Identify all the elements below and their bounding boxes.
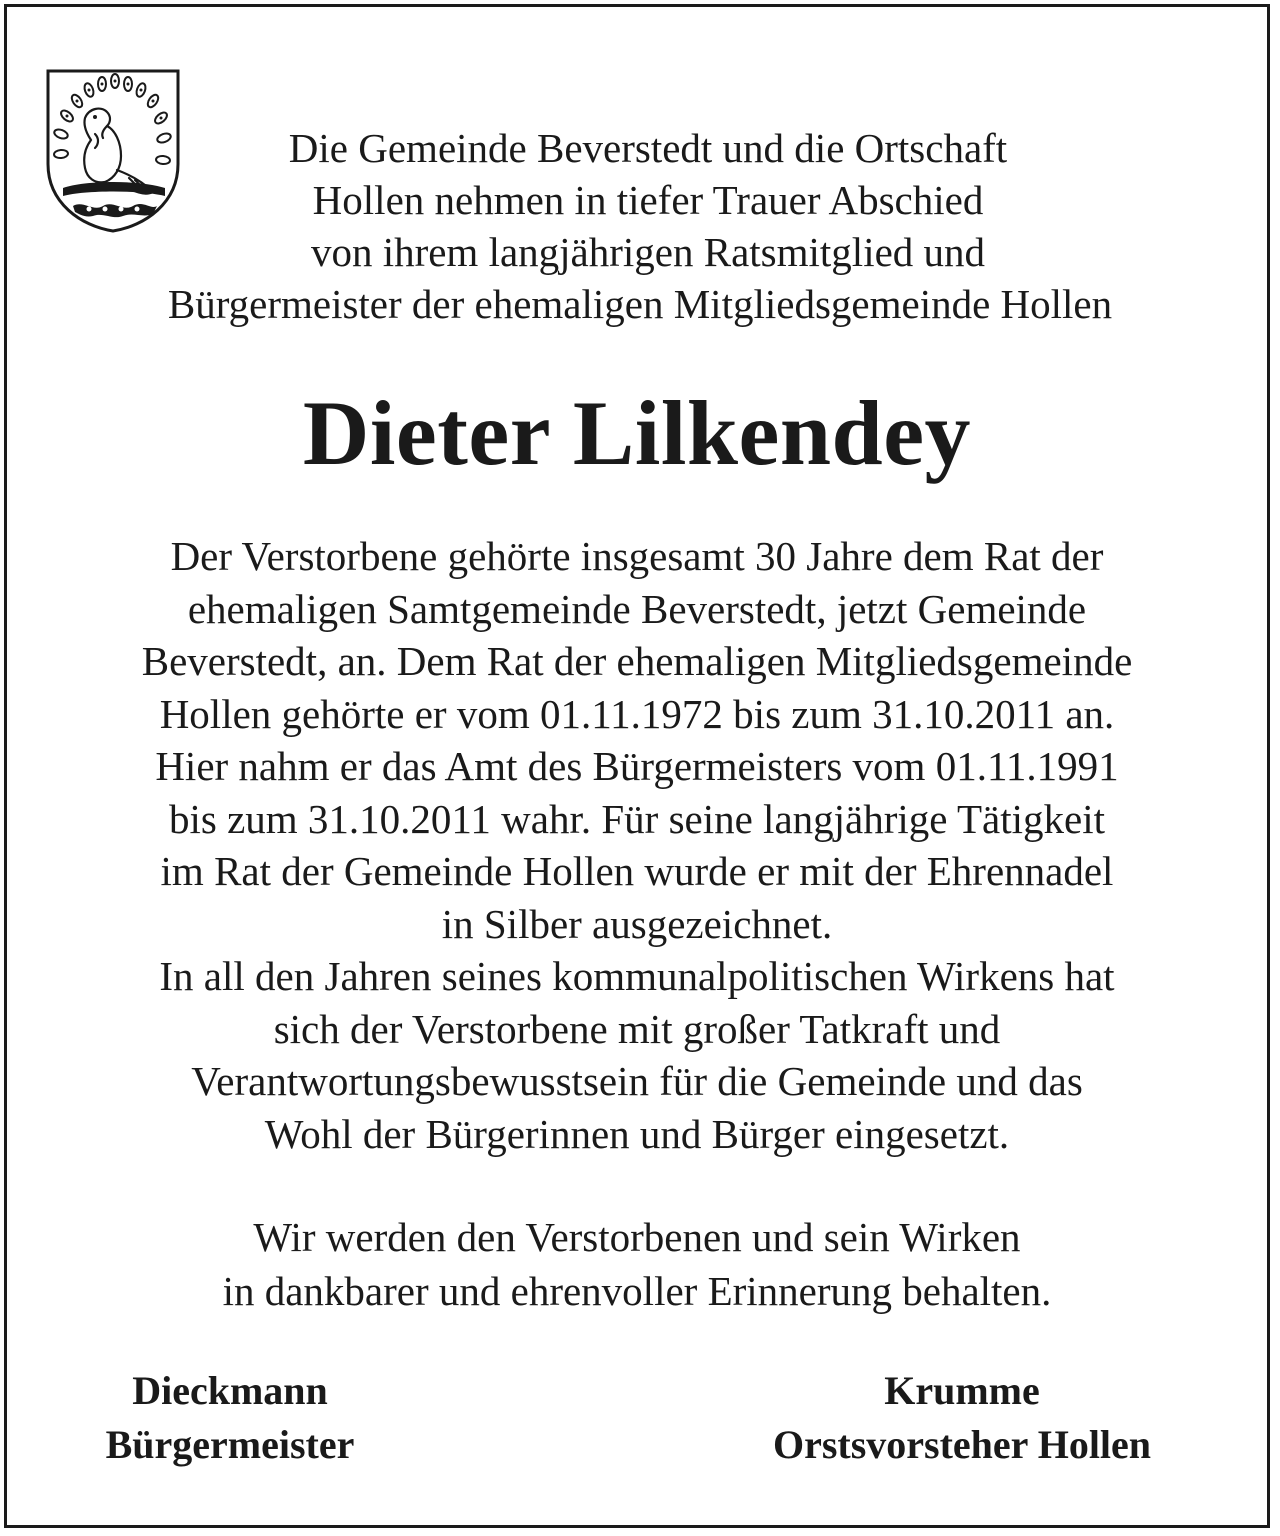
closing-line: Wir werden den Verstorbenen und sein Wirken <box>253 1214 1021 1260</box>
body-line: Wohl der Bürgerinnen und Bürger eingesetzt. <box>264 1110 1010 1157</box>
body-line: bis zum 31.10.2011 wahr. Für seine langjährige Tätigkeit <box>169 795 1105 842</box>
signatory-title: Orstsvorsteher Hollen <box>772 1422 1152 1467</box>
signatory-name: Krumme <box>884 1368 1040 1413</box>
body-line: In all den Jahren seines kommunalpolitischen Wirkens hat <box>159 953 1115 999</box>
body-line: Hier nahm er das Amt des Bürgermeisters vom 01.11.1991 <box>155 743 1119 789</box>
closing-line: in dankbarer und ehrenvoller Erinnerung behalten. <box>222 1268 1052 1314</box>
body-line: Der Verstorbene gehörte insgesamt 30 Jahre dem Rat der <box>170 533 1104 579</box>
body-line: Beverstedt, an. Dem Rat der ehemaligen Mitgliedsgemeinde <box>141 638 1133 684</box>
signature-right <box>722 1364 1202 1472</box>
deceased-name: Dieter Lilkendey <box>302 382 972 484</box>
body-line: Hollen gehörte er vom 01.11.1972 bis zum 31.10.2011 an. <box>159 690 1115 737</box>
body-line: Verantwortungsbewusstsein für die Gemeinde und das <box>191 1058 1083 1104</box>
obituary-body <box>40 530 1234 1160</box>
intro-line: Hollen nehmen in tiefer Trauer Abschied <box>312 177 984 223</box>
intro-line: Bürgermeister der ehemaligen Mitgliedsgemeinde Hollen <box>167 281 1113 327</box>
intro-line: von ihrem langjährigen Ratsmitglied und <box>310 229 986 275</box>
body-line: in Silber ausgezeichnet. <box>441 900 833 947</box>
closing-text <box>40 1210 1234 1318</box>
signatory-name: Dieckmann <box>132 1368 328 1413</box>
body-line: ehemaligen Samtgemeinde Beverstedt, jetzt Gemeinde <box>187 585 1087 632</box>
body-line: sich der Verstorbene mit großer Tatkraft und <box>273 1005 1001 1052</box>
intro-text <box>60 122 1220 330</box>
body-line: im Rat der Gemeinde Hollen wurde er mit der Ehrennadel <box>160 848 1114 894</box>
intro-line: Die Gemeinde Beverstedt und die Ortschaft <box>288 125 1008 171</box>
signature-left <box>70 1364 390 1472</box>
signatory-title: Bürgermeister <box>105 1422 355 1467</box>
